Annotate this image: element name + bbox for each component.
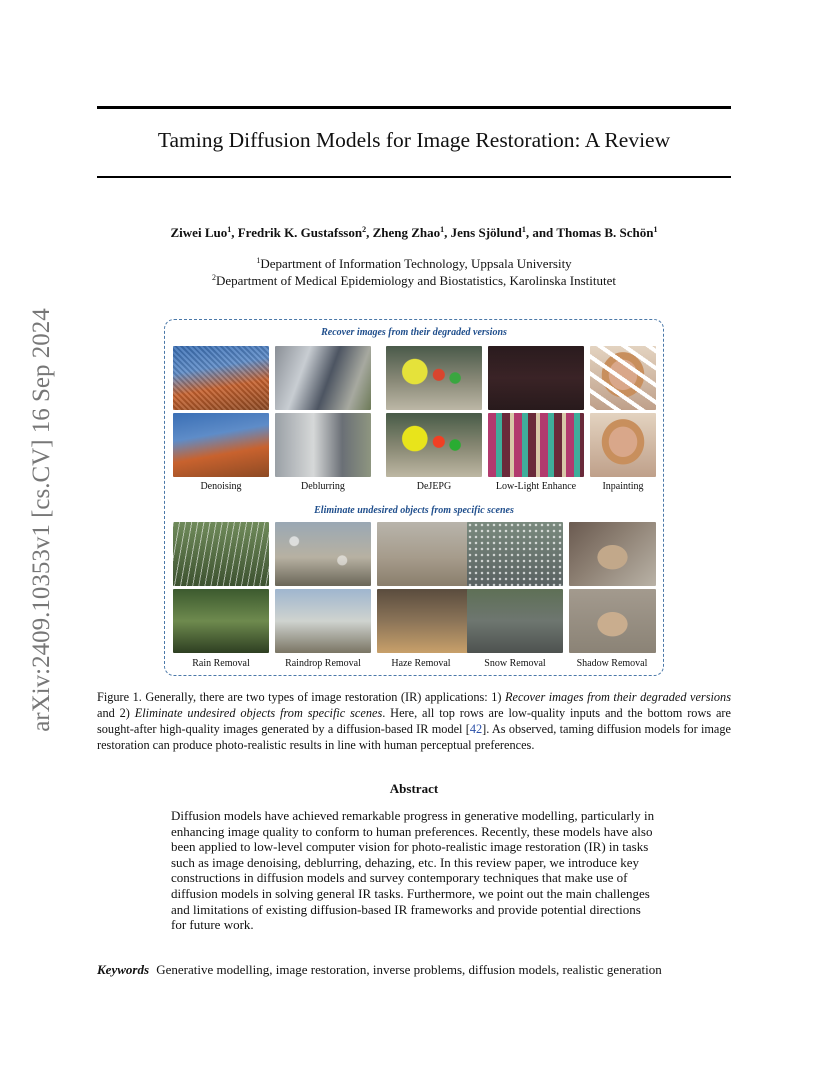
author-name: Thomas B. Schön (556, 225, 654, 240)
rain-input-image (173, 522, 269, 586)
shadow-input-image (569, 522, 656, 586)
dejpeg-input-image (386, 346, 482, 410)
citation-link[interactable]: 42 (469, 722, 483, 736)
paper-title: Taming Diffusion Models for Image Restoration: A Review (157, 128, 671, 152)
keywords-line (97, 962, 737, 978)
author-affiliation-mark: 1 (440, 225, 445, 234)
task-caption-rain: Rain Removal (192, 658, 250, 669)
affiliation-1: $^1$Department of Information Technology, Uppsala University (256, 256, 572, 271)
inpainting-input-image (590, 346, 656, 410)
author-name: Fredrik K. Gustafsson (237, 225, 363, 240)
author-name: Zheng Zhao (372, 225, 441, 240)
task-caption-deblurring: Deblurring (301, 481, 345, 492)
author-name: Ziwei Luo (170, 225, 228, 240)
author-affiliation-mark: 1 (653, 225, 658, 234)
keywords-text: Generative modelling, image restoration, inverse problems, diffusion models, realistic generation (156, 962, 662, 977)
author-affiliation-mark: 2 (362, 225, 367, 234)
figure-section-heading-recover: Recover images from their degraded versions (321, 327, 507, 338)
shadow-output-image (569, 589, 656, 653)
haze-output-image (377, 589, 473, 653)
deblurring-output-image (275, 413, 371, 477)
keywords-label: Keywords (97, 962, 149, 977)
author-affiliation-mark: 1 (227, 225, 232, 234)
task-caption-low-light: Low-Light Enhance (495, 481, 577, 492)
author-name: Jens Sjölund (450, 225, 522, 240)
task-caption-shadow: Shadow Removal (576, 658, 648, 669)
deblurring-input-image (275, 346, 371, 410)
task-caption-inpainting: Inpainting (602, 481, 644, 492)
author-list: Ziwei Luo$^1$, Fredrik K. Gustafsson$^2$, Zheng Zhao$^1$, Jens Sjölund$^1$, and Thomas B. Schön$^1$ (170, 225, 658, 240)
task-caption-snow: Snow Removal (484, 658, 546, 669)
task-caption-haze: Haze Removal (391, 658, 451, 669)
denoising-input-image (173, 346, 269, 410)
low-light-input-image (488, 346, 584, 410)
abstract-heading: Abstract (389, 781, 439, 796)
abstract-text: Diffusion models have achieved remarkable progress in generative modelling, particularly in enhancing image quality to conform to human preferences. Recently, these models have also been applied to low-level computer vision for photo-realistic image restoration (IR) in tasks such as image denoising, deblurring, dehazing, etc. In this review paper, we introduce key constructions in diffusion models and survey contemporary techniques that make use of diffusion models in solving general IR tasks. Furthermore, we point out the main challenges and limitations of existing diffusion-based IR frameworks and provide potential directions for future work. (171, 808, 655, 933)
snow-input-image (467, 522, 563, 586)
raindrop-output-image (275, 589, 371, 653)
arxiv-identifier[interactable]: arXiv:2409.10353v1 [cs.CV] 16 Sep 2024 (28, 308, 55, 732)
task-caption-raindrop: Raindrop Removal (285, 658, 361, 669)
dejpeg-output-image (386, 413, 482, 477)
haze-input-image (377, 522, 473, 586)
title-rule-top (97, 106, 731, 109)
rain-output-image (173, 589, 269, 653)
figure-section-heading-eliminate: Eliminate undesired objects from specific scenes (314, 505, 514, 516)
title-rule-bottom (97, 176, 731, 178)
inpainting-output-image (590, 413, 656, 477)
low-light-output-image (488, 413, 584, 477)
snow-output-image (467, 589, 563, 653)
raindrop-input-image (275, 522, 371, 586)
author-affiliation-mark: 1 (521, 225, 526, 234)
figure-1-caption: Figure 1. Generally, there are two types of image restoration (IR) applications: 1) Recover images from their degraded versions and 2) Eliminate undesired objects from specific scenes. Here, all top rows are low-quality inputs and the bottom rows are sought-after high-quality images generated by a diffusion-based IR model [42]. As observed, taming diffusion models for image restoration can produce photo-realistic results in line with human perceptual preferences. (97, 690, 731, 752)
task-caption-dejpeg: DeJEPG (416, 481, 452, 492)
affiliation-2: $^2$Department of Medical Epidemiology and Biostatistics, Karolinska Institutet (211, 273, 617, 288)
task-caption-denoising: Denoising (200, 481, 242, 492)
denoising-output-image (173, 413, 269, 477)
